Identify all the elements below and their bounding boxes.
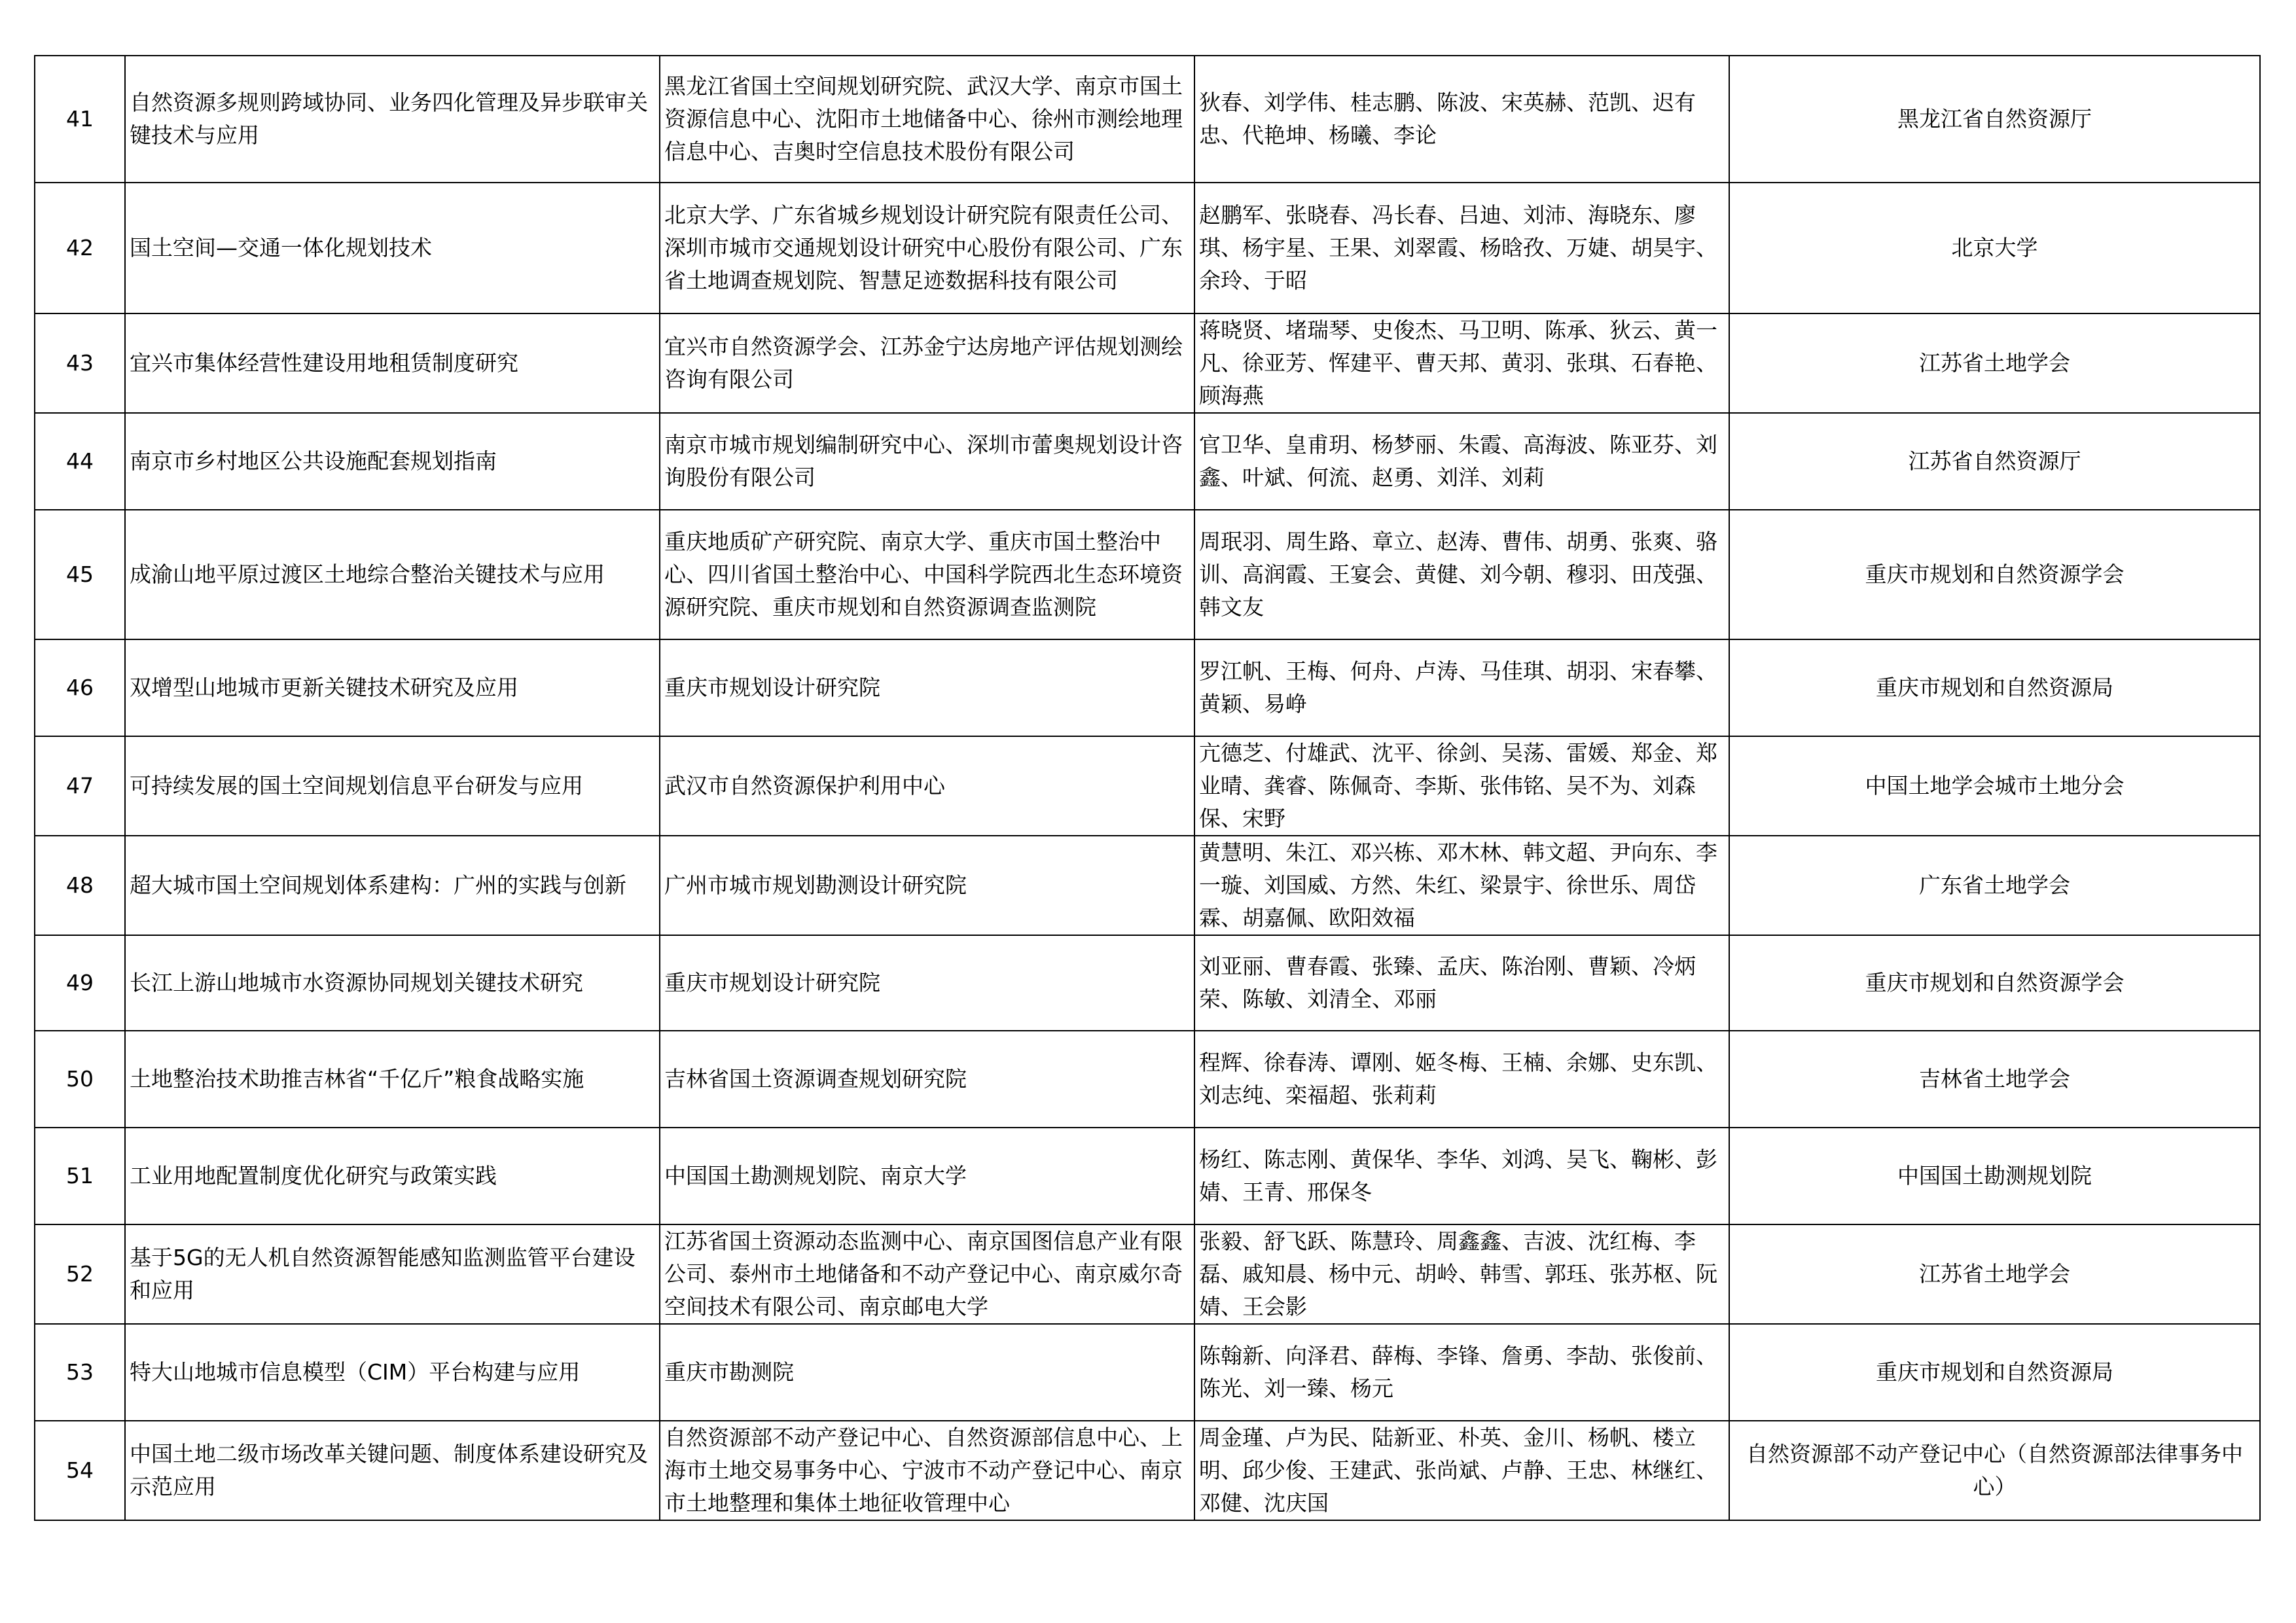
table-row <box>35 836 2260 935</box>
table-row <box>35 413 2260 510</box>
row-number: 52 <box>35 1224 125 1324</box>
completing-people: 杨红、陈志刚、黄保华、李华、刘鸿、吴飞、鞠彬、彭婧、王青、邢保冬 <box>1194 1128 1729 1224</box>
row-number: 53 <box>35 1324 125 1421</box>
recommender: 自然资源部不动产登记中心（自然资源部法律事务中心） <box>1729 1421 2260 1520</box>
row-number: 41 <box>35 56 125 183</box>
project-table <box>34 55 2261 1521</box>
completing-units: 重庆市规划设计研究院 <box>660 935 1194 1031</box>
project-name: 宜兴市集体经营性建设用地租赁制度研究 <box>125 313 660 413</box>
completing-people: 罗江帆、王梅、何舟、卢涛、马佳琪、胡羽、宋春攀、黄颖、易峥 <box>1194 639 1729 736</box>
completing-people: 张毅、舒飞跃、陈慧玲、周鑫鑫、吉波、沈红梅、李磊、戚知晨、杨中元、胡岭、韩雪、郭珏、张苏枢、阮婧、王会影 <box>1194 1224 1729 1324</box>
project-name: 国土空间—交通一体化规划技术 <box>125 183 660 313</box>
recommender: 中国国土勘测规划院 <box>1729 1128 2260 1224</box>
table-row <box>35 935 2260 1031</box>
completing-units: 自然资源部不动产登记中心、自然资源部信息中心、上海市土地交易事务中心、宁波市不动产登记中心、南京市土地整理和集体土地征收管理中心 <box>660 1421 1194 1520</box>
project-name: 南京市乡村地区公共设施配套规划指南 <box>125 413 660 510</box>
recommender: 重庆市规划和自然资源学会 <box>1729 935 2260 1031</box>
row-number: 42 <box>35 183 125 313</box>
completing-units: 黑龙江省国土空间规划研究院、武汉大学、南京市国土资源信息中心、沈阳市土地储备中心、徐州市测绘地理信息中心、吉奥时空信息技术股份有限公司 <box>660 56 1194 183</box>
completing-people: 官卫华、皇甫玥、杨梦丽、朱霞、高海波、陈亚芬、刘鑫、叶斌、何流、赵勇、刘洋、刘莉 <box>1194 413 1729 510</box>
project-name: 可持续发展的国土空间规划信息平台研发与应用 <box>125 736 660 836</box>
completing-people: 蒋晓贤、堵瑞琴、史俊杰、马卫明、陈承、狄云、黄一凡、徐亚芳、恽建平、曹天邦、黄羽、张琪、石春艳、顾海燕 <box>1194 313 1729 413</box>
completing-units: 重庆市勘测院 <box>660 1324 1194 1421</box>
completing-units: 南京市城市规划编制研究中心、深圳市蕾奥规划设计咨询股份有限公司 <box>660 413 1194 510</box>
project-name: 特大山地城市信息模型（CIM）平台构建与应用 <box>125 1324 660 1421</box>
completing-units: 广州市城市规划勘测设计研究院 <box>660 836 1194 935</box>
completing-people: 陈翰新、向泽君、薛梅、李锋、詹勇、李劼、张俊前、陈光、刘一臻、杨元 <box>1194 1324 1729 1421</box>
project-name: 成渝山地平原过渡区土地综合整治关键技术与应用 <box>125 510 660 639</box>
row-number: 43 <box>35 313 125 413</box>
table-row <box>35 1128 2260 1224</box>
recommender: 重庆市规划和自然资源局 <box>1729 1324 2260 1421</box>
table-row <box>35 313 2260 413</box>
recommender: 重庆市规划和自然资源学会 <box>1729 510 2260 639</box>
completing-people: 黄慧明、朱江、邓兴栋、邓木林、韩文超、尹向东、李一璇、刘国威、方然、朱红、梁景宇、徐世乐、周岱霖、胡嘉佩、欧阳效福 <box>1194 836 1729 935</box>
completing-people: 赵鹏军、张晓春、冯长春、吕迪、刘沛、海晓东、廖琪、杨宇星、王果、刘翠霞、杨晗孜、万婕、胡昊宇、余玲、于昭 <box>1194 183 1729 313</box>
completing-units: 中国国土勘测规划院、南京大学 <box>660 1128 1194 1224</box>
completing-people: 周珉羽、周生路、章立、赵涛、曹伟、胡勇、张爽、骆训、高润霞、王宴会、黄健、刘今朝、穆羽、田茂强、韩文友 <box>1194 510 1729 639</box>
table-row <box>35 1324 2260 1421</box>
completing-people: 程辉、徐春涛、谭刚、姬冬梅、王楠、余娜、史东凯、刘志纯、栾福超、张莉莉 <box>1194 1031 1729 1128</box>
project-name: 中国土地二级市场改革关键问题、制度体系建设研究及示范应用 <box>125 1421 660 1520</box>
recommender: 江苏省土地学会 <box>1729 313 2260 413</box>
recommender: 黑龙江省自然资源厅 <box>1729 56 2260 183</box>
table-row <box>35 510 2260 639</box>
row-number: 49 <box>35 935 125 1031</box>
completing-people: 亢德芝、付雄武、沈平、徐剑、吴荡、雷媛、郑金、郑业晴、龚睿、陈佩奇、李斯、张伟铭、吴不为、刘森保、宋野 <box>1194 736 1729 836</box>
completing-units: 武汉市自然资源保护利用中心 <box>660 736 1194 836</box>
table-row <box>35 56 2260 183</box>
table-row <box>35 1031 2260 1128</box>
project-name: 双增型山地城市更新关键技术研究及应用 <box>125 639 660 736</box>
recommender: 北京大学 <box>1729 183 2260 313</box>
completing-units: 重庆市规划设计研究院 <box>660 639 1194 736</box>
recommender: 吉林省土地学会 <box>1729 1031 2260 1128</box>
table-row <box>35 639 2260 736</box>
completing-units: 重庆地质矿产研究院、南京大学、重庆市国土整治中心、四川省国土整治中心、中国科学院西北生态环境资源研究院、重庆市规划和自然资源调查监测院 <box>660 510 1194 639</box>
completing-units: 吉林省国土资源调查规划研究院 <box>660 1031 1194 1128</box>
completing-units: 宜兴市自然资源学会、江苏金宁达房地产评估规划测绘咨询有限公司 <box>660 313 1194 413</box>
project-name: 基于5G的无人机自然资源智能感知监测监管平台建设和应用 <box>125 1224 660 1324</box>
project-name: 长江上游山地城市水资源协同规划关键技术研究 <box>125 935 660 1031</box>
table-row <box>35 1224 2260 1324</box>
row-number: 50 <box>35 1031 125 1128</box>
row-number: 44 <box>35 413 125 510</box>
row-number: 46 <box>35 639 125 736</box>
row-number: 48 <box>35 836 125 935</box>
recommender: 中国土地学会城市土地分会 <box>1729 736 2260 836</box>
completing-people: 周金瑾、卢为民、陆新亚、朴英、金川、杨帆、楼立明、邱少俊、王建武、张尚斌、卢静、王忠、林继红、邓健、沈庆国 <box>1194 1421 1729 1520</box>
completing-people: 狄春、刘学伟、桂志鹏、陈波、宋英赫、范凯、迟有忠、代艳坤、杨曦、李论 <box>1194 56 1729 183</box>
project-name: 超大城市国土空间规划体系建构：广州的实践与创新 <box>125 836 660 935</box>
row-number: 47 <box>35 736 125 836</box>
recommender: 江苏省自然资源厅 <box>1729 413 2260 510</box>
completing-units: 江苏省国土资源动态监测中心、南京国图信息产业有限公司、泰州市土地储备和不动产登记中心、南京威尔奇空间技术有限公司、南京邮电大学 <box>660 1224 1194 1324</box>
row-number: 54 <box>35 1421 125 1520</box>
project-name: 土地整治技术助推吉林省“千亿斤”粮食战略实施 <box>125 1031 660 1128</box>
recommender: 重庆市规划和自然资源局 <box>1729 639 2260 736</box>
table-row <box>35 736 2260 836</box>
table-row <box>35 1421 2260 1520</box>
recommender: 江苏省土地学会 <box>1729 1224 2260 1324</box>
project-name: 工业用地配置制度优化研究与政策实践 <box>125 1128 660 1224</box>
completing-units: 北京大学、广东省城乡规划设计研究院有限责任公司、深圳市城市交通规划设计研究中心股份有限公司、广东省土地调查规划院、智慧足迹数据科技有限公司 <box>660 183 1194 313</box>
project-name: 自然资源多规则跨域协同、业务四化管理及异步联审关键技术与应用 <box>125 56 660 183</box>
row-number: 45 <box>35 510 125 639</box>
row-number: 51 <box>35 1128 125 1224</box>
completing-people: 刘亚丽、曹春霞、张臻、孟庆、陈治刚、曹颖、冷炳荣、陈敏、刘清全、邓丽 <box>1194 935 1729 1031</box>
recommender: 广东省土地学会 <box>1729 836 2260 935</box>
table-row <box>35 183 2260 313</box>
